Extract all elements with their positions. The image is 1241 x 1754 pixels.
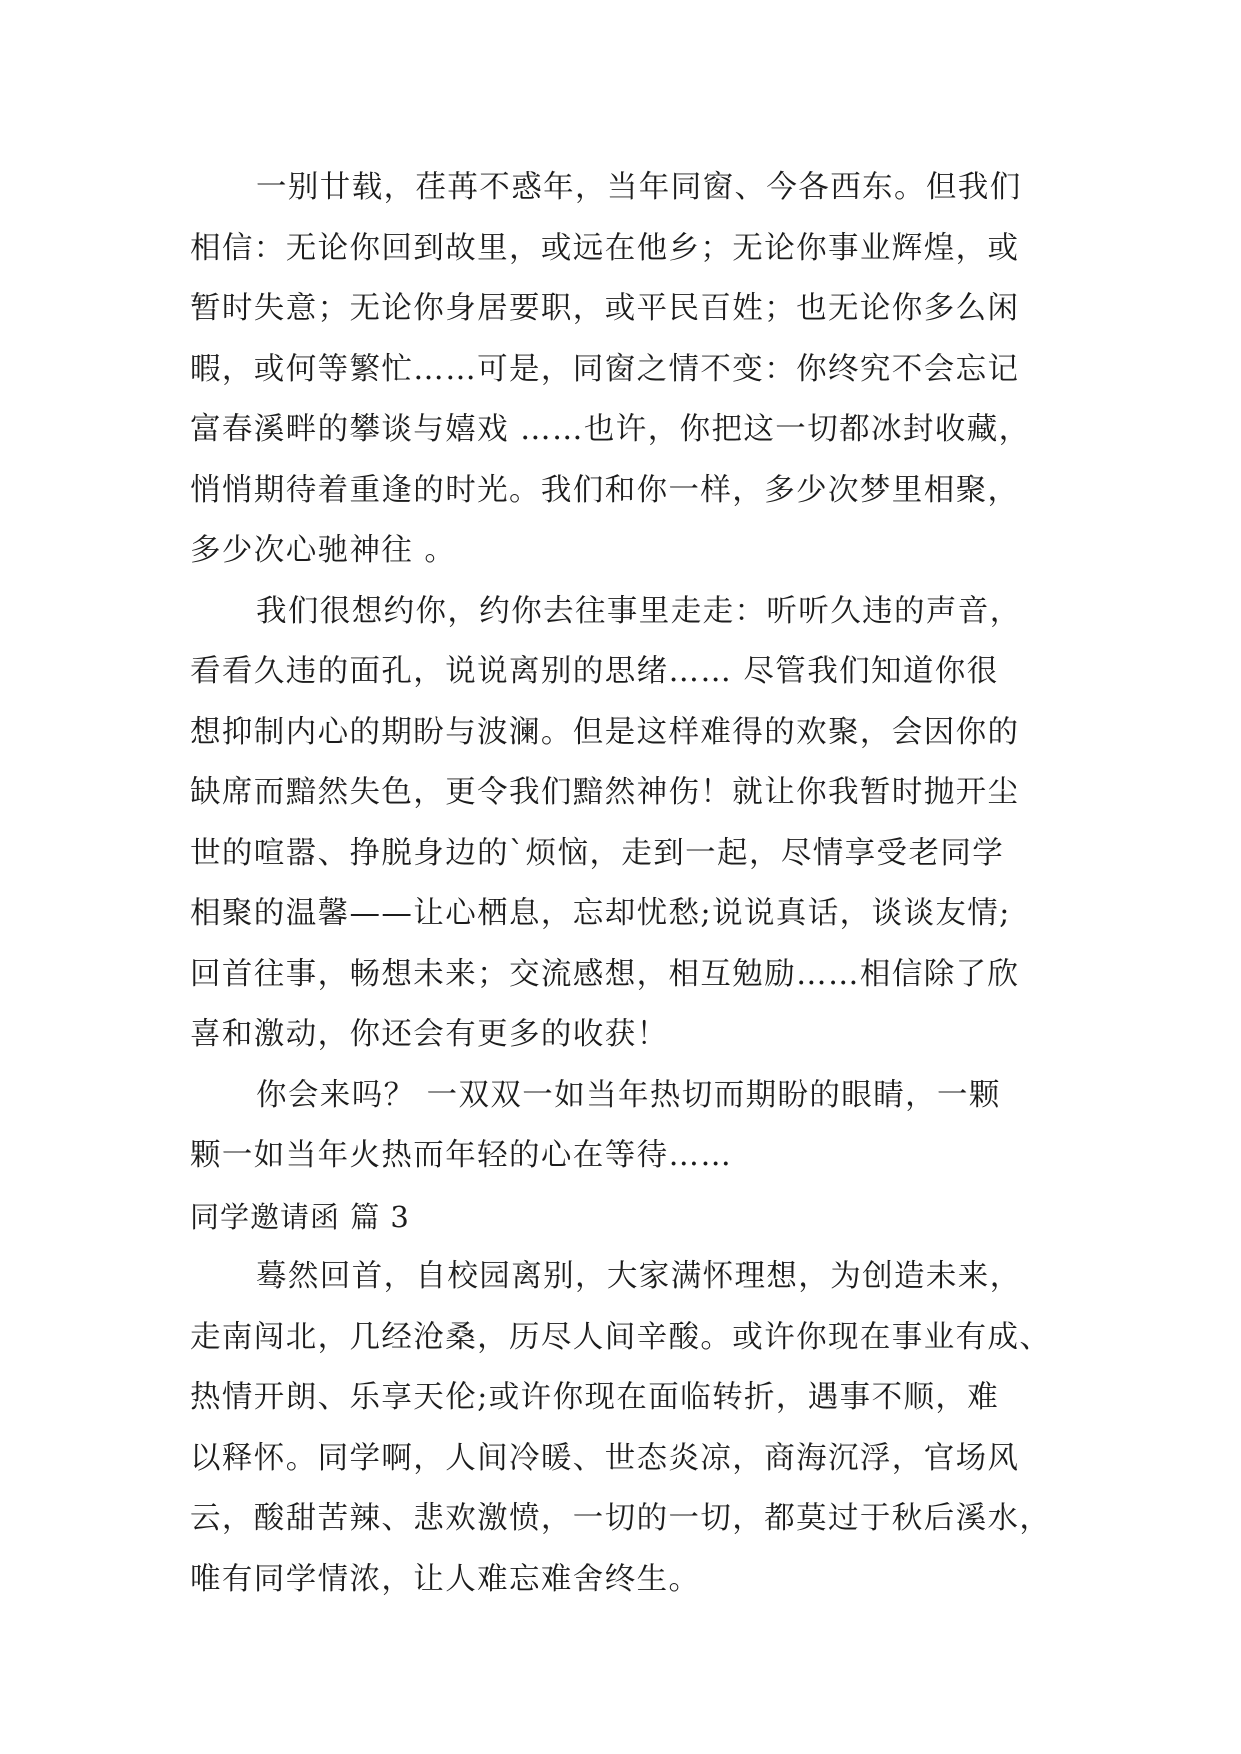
paragraph-1-line-3: 暂时失意；无论你身居要职，或平民百姓；也无论你多么闲	[190, 291, 1020, 326]
paragraph-2-line-3: 想抑制内心的期盼与波澜。但是这样难得的欢聚，会因你的	[190, 714, 1020, 750]
paragraph-2-line-5: 世的喧嚣、挣脱身边的`烦恼，走到一起，尽情享受老同学	[190, 835, 1005, 871]
paragraph-4-line-1: 蓦然回首，自校园离别，大家满怀理想，为创造未来，	[256, 1259, 1022, 1294]
paragraph-2-line-8: 喜和激动，你还会有更多的收获！	[190, 1017, 669, 1052]
paragraph-1-line-7: 多少次心驰神往 。	[190, 533, 457, 568]
paragraph-2-line-7: 回首往事，畅想未来；交流感想，相互勉励……相信除了欣	[190, 956, 1020, 992]
paragraph-2-line-2: 看看久违的面孔，说说离别的思绪…… 尽管我们知道你很	[190, 654, 999, 689]
paragraph-2-line-1: 我们很想约你，约你去往事里走走：听听久违的声音，	[256, 593, 1022, 629]
paragraph-1-line-4: 暇，或何等繁忙……可是，同窗之情不变：你终究不会忘记	[190, 351, 1020, 387]
paragraph-1-line-6: 悄悄期待着重逢的时光。我们和你一样，多少次梦里相聚，	[190, 472, 1020, 508]
paragraph-4-line-2: 走南闯北，几经沧桑，历尽人间辛酸。或许你现在事业有成、	[190, 1319, 1052, 1355]
paragraph-4-line-6: 唯有同学情浓，让人难忘难舍终生。	[190, 1561, 701, 1597]
document-body	[190, 158, 1070, 1610]
paragraph-1-line-5: 富春溪畔的攀谈与嬉戏 ……也许，你把这一切都冰封收藏，	[190, 412, 1031, 447]
paragraph-2-line-6: 相聚的温馨——让心栖息，忘却忧愁;说说真话，谈谈友情;	[190, 896, 1011, 931]
paragraph-4-line-4: 以释怀。同学啊，人间冷暖、世态炎凉，商海沉浮，官场风	[190, 1440, 1020, 1476]
paragraph-4-line-5: 云，酸甜苦辣、悲欢激愤，一切的一切，都莫过于秋后溪水，	[190, 1501, 1052, 1536]
paragraph-2-line-4: 缺席而黯然失色，更令我们黯然神伤！就让你我暂时抛开尘	[190, 775, 1020, 810]
paragraph-1-line-2: 相信：无论你回到故里，或远在他乡；无论你事业辉煌，或	[190, 230, 1020, 266]
paragraph-1-line-1: 一别廿载，荏苒不惑年，当年同窗、今各西东。但我们	[256, 170, 1022, 205]
paragraph-3-line-2: 颗一如当年火热而年轻的心在等待……	[190, 1138, 733, 1173]
paragraph-3-line-1: 你会来吗？ 一双双一如当年热切而期盼的眼睛，一颗	[256, 1077, 1001, 1113]
section-heading: 同学邀请函 篇 3	[190, 1199, 410, 1234]
paragraph-4-line-3: 热情开朗、乐享天伦;或许你现在面临转折，遇事不顺，难	[190, 1380, 1000, 1415]
